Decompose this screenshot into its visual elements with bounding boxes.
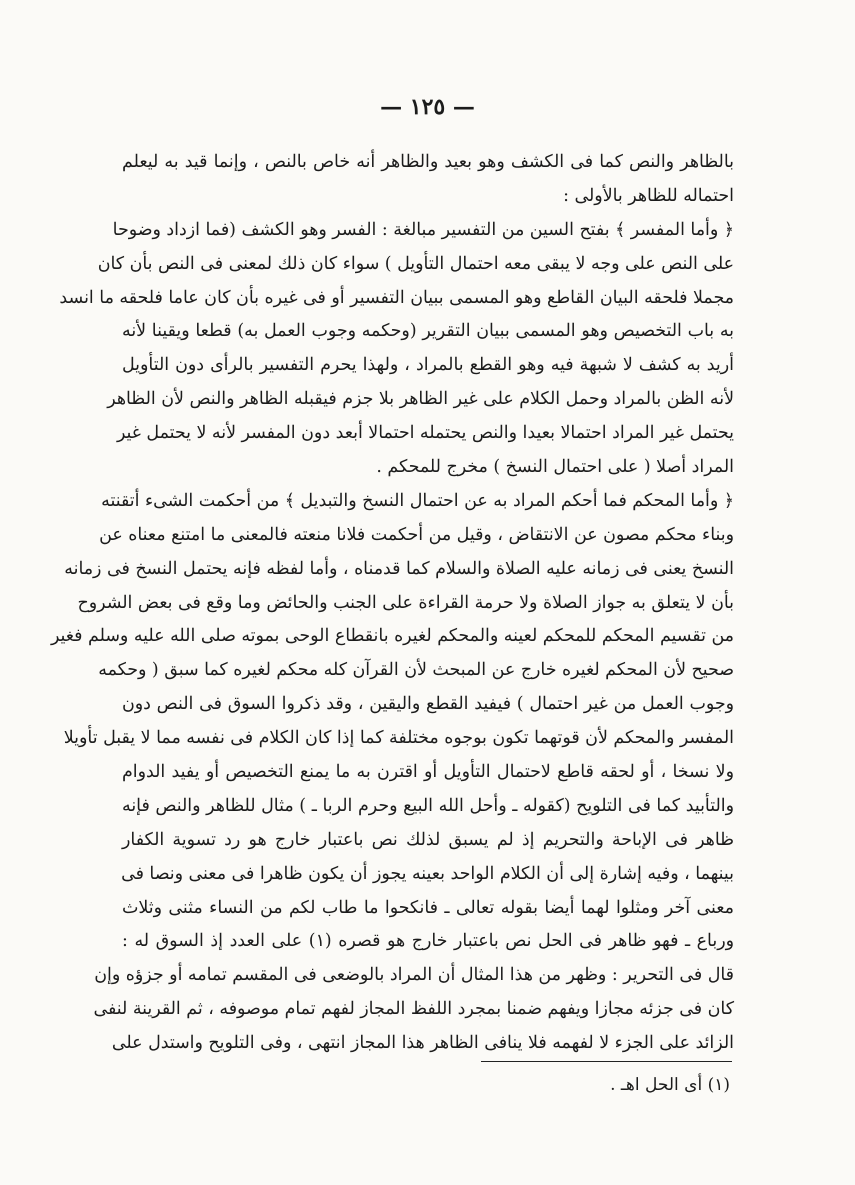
page-number: — ١٢٥ — xyxy=(380,94,475,120)
text-line: المفسر والمحكم لأن قوتهما تكون بوجوه مختلفة كما إذا كان الكلام فى نفسه مما لا يقبل تأويلا xyxy=(63,728,734,749)
text-line: النسخ يعنى فى زمانه عليه الصلاة والسلام كما قدمناه ، وأما لفظه فإنه يحتمل النسخ فى زمانه xyxy=(64,558,734,579)
footnote: (١) أى الحل اهـ . xyxy=(610,1075,730,1095)
text-line: مجملا فلحقه البيان القاطع وهو المسمى ببيان التفسير أو فى غيره بأن كان عاما فلحقه ما انسد xyxy=(59,287,734,308)
body-text xyxy=(50,146,734,1061)
text-line: بأن لا يتعلق به جواز الصلاة ولا حرمة القراءة على الجنب والحائض وما وقع فى بعض الشروح xyxy=(77,592,734,613)
text-line: صحيح لأن المحكم لغيره خارج عن المبحث لأن القرآن كله محكم لغيره كما سبق ( وحكمه xyxy=(98,660,734,681)
text-line: وبناء محكم مصون عن الانتقاض ، وقيل من أحكمت فلانا منعته فالمعنى ما امتنع معناه عن xyxy=(99,524,734,545)
text-line: ﴿ وأما المفسر ﴾ بفتح السين من التفسير مبالغة : الفسر وهو الكشف (فما ازداد وضوحا xyxy=(112,219,734,240)
text-line: لأنه الظن بالمراد وحمل الكلام على غير الظاهر بلا جزم فيقبله الظاهر والنص لأن الظاهر xyxy=(107,389,734,410)
text-line: على النص على وجه لا يبقى معه احتمال التأويل ) سواء كان ذلك لمعنى فى النص بأن كان xyxy=(97,253,734,274)
text-line: المراد أصلا ( على احتمال النسخ ) مخرج للمحكم . xyxy=(376,457,734,478)
text-line: بينهما ، وفيه إشارة إلى أن الكلام الواحد بعينه يجوز أن يكون ظاهرا فى معنى ونصا فى xyxy=(121,863,734,884)
text-line: يحتمل غير المراد احتمالا بعيدا والنص يحتمله احتمالا أبعد دون المفسر لأنه لا يحتمل غير xyxy=(116,423,734,444)
text-line: قال فى التحرير : وظهر من هذا المثال أن المراد بالوضعى فى المقسم تمامه أو جزؤه وإن xyxy=(94,965,734,986)
text-line: ظاهر فى الإباحة والتحريم إذ لم يسبق لذلك نص باعتبار خارج هو رد تسوية الكفار xyxy=(122,829,734,850)
text-line: احتماله للظاهر بالأولى : xyxy=(563,185,734,206)
text-line: به باب التخصيص وهو المسمى ببيان التقرير (وحكمه وجوب العمل به) قطعا ويقينا لأنه xyxy=(122,321,734,342)
text-line: أريد به كشف لا شبهة فيه وهو القطع بالمراد ، ولهذا يحرم التفسير بالرأى دون التأويل xyxy=(122,355,734,376)
text-line: ﴿ وأما المحكم فما أحكم المراد به عن احتمال النسخ والتبديل ﴾ من أحكمت الشىء أتقنته xyxy=(101,490,734,511)
text-line: ورباع ـ فهو ظاهر فى الحل نص باعتبار خارج هو قصره (١) على العدد إذ السوق له : xyxy=(122,931,734,952)
text-line: كان فى جزئه مجازا ويفهم ضمنا بمجرد اللفظ المجاز لفهم تمام موصوفه ، ثم القرينة لنفى xyxy=(93,999,734,1020)
text-line: الزائد على الجزء لا لفهمه فلا ينافى الظاهر هذا المجاز انتهى ، وفى التلويح واستدل على xyxy=(111,1033,734,1054)
text-line: من تقسيم المحكم للمحكم لعينه والمحكم لغيره بانقطاع الوحى بموته صلى الله عليه وسلم فغير xyxy=(50,626,734,647)
text-line: ولا نسخا ، أو لحقه قاطع لاحتمال التأويل أو اقترن به ما يمنع التخصيص أو يفيد الدوام xyxy=(122,762,734,783)
text-line: بالظاهر والنص كما فى الكشف وهو بعيد والظاهر أنه خاص بالنص ، وإنما قيد به ليعلم xyxy=(122,152,734,172)
text-line: وجوب العمل من غير احتمال ) فيفيد القطع واليقين ، وقد ذكروا السوق فى النص دون xyxy=(122,694,734,715)
footnote-separator xyxy=(481,1061,732,1062)
text-line: والتأبيد كما فى التلويح (كقوله ـ وأحل الله البيع وحرم الربا ـ ) مثال للظاهر والنص فإنه xyxy=(122,795,734,816)
text-line: معنى آخر ومثلوا لهما أيضا بقوله تعالى ـ فانكحوا ما طاب لكم من النساء مثنى وثلاث xyxy=(122,897,734,918)
